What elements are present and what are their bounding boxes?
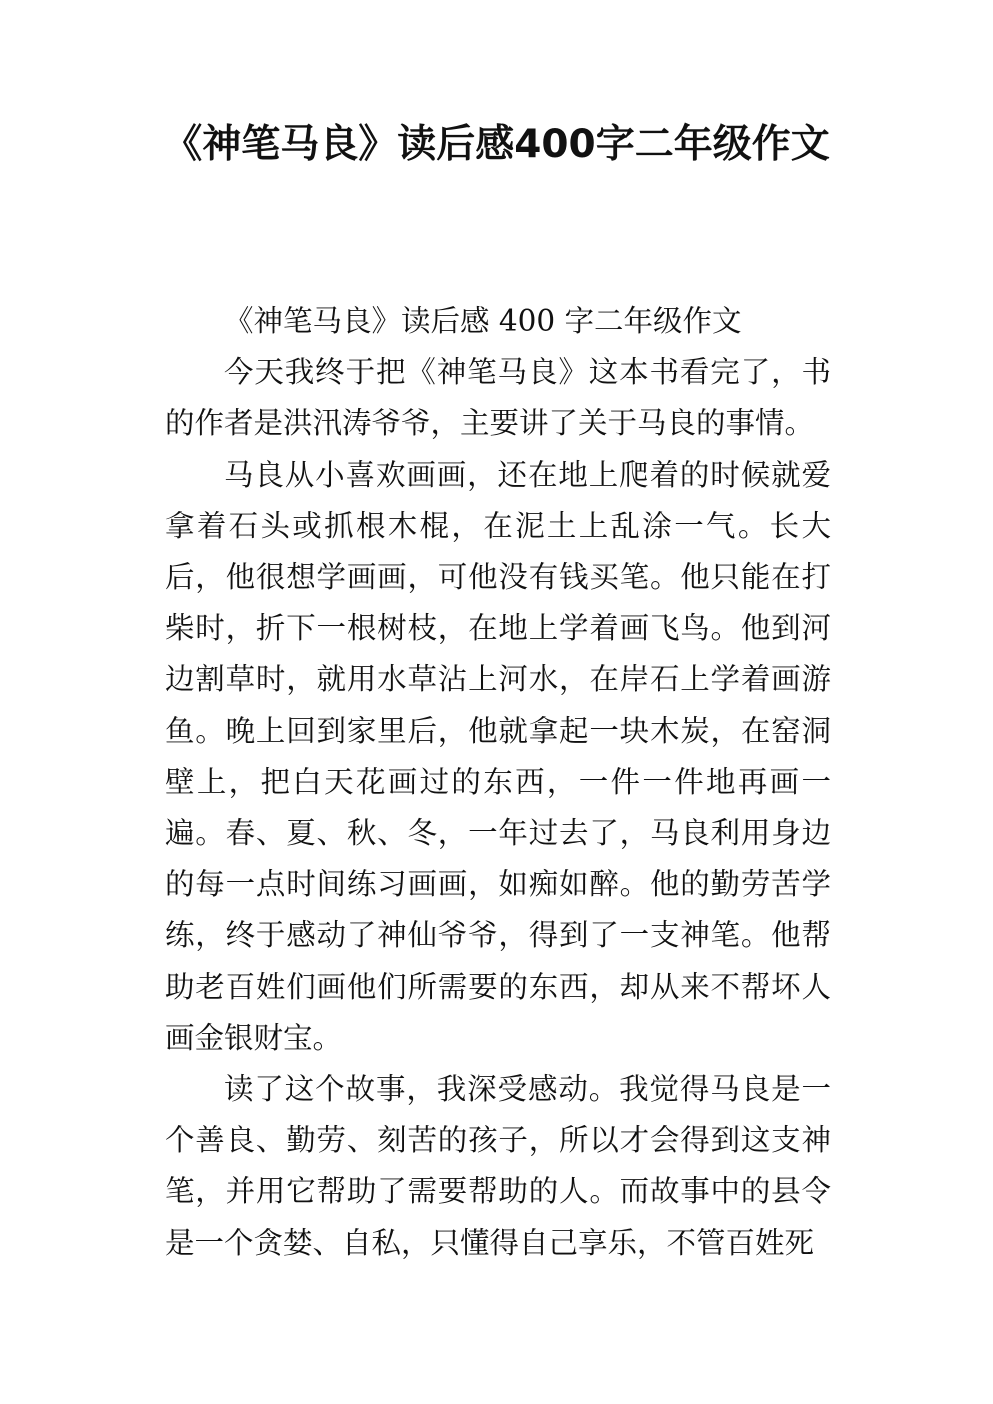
paragraph-3: 读了这个故事，我深受感动。我觉得马良是一个善良、勤劳、刻苦的孩子，所以才会得到这支神笔，并用它帮助了需要帮助的人。而故事中的县令是一个贪婪、自私，只懂得自己享乐，不管百姓死 — [165, 1072, 831, 1260]
paragraph-1: 今天我终于把《神笔马良》这本书看完了，书的作者是洪汛涛爷爷，主要讲了关于马良的事情。 — [165, 355, 831, 441]
document-subtitle: 《神笔马良》读后感 400 字二年级作文 — [224, 304, 742, 338]
paragraph-2: 马良从小喜欢画画，还在地上爬着的时候就爱拿着石头或抓根木棍，在泥土上乱涂一气。长大后，他很想学画画，可他没有钱买笔。他只能在打柴时，折下一根树枝，在地上学着画飞鸟。他到河边割草时，就用水草沾上河水，在岸石上学着画游鱼。晚上回到家里后，他就拿起一块木炭，在窑洞壁上，把白天花画过的东西，一件一件地再画一遍。春、夏、秋、冬，一年过去了，马良利用身边的每一点时间练习画画，如痴如醉。他的勤劳苦学练，终于感动了神仙爷爷，得到了一支神笔。他帮助老百姓们画他们所需要的东西，却从来不帮坏人画金银财宝。 — [165, 457, 831, 1055]
document-body — [165, 296, 831, 1269]
document-title: 《神笔马良》读后感400字二年级作文 — [163, 122, 830, 167]
